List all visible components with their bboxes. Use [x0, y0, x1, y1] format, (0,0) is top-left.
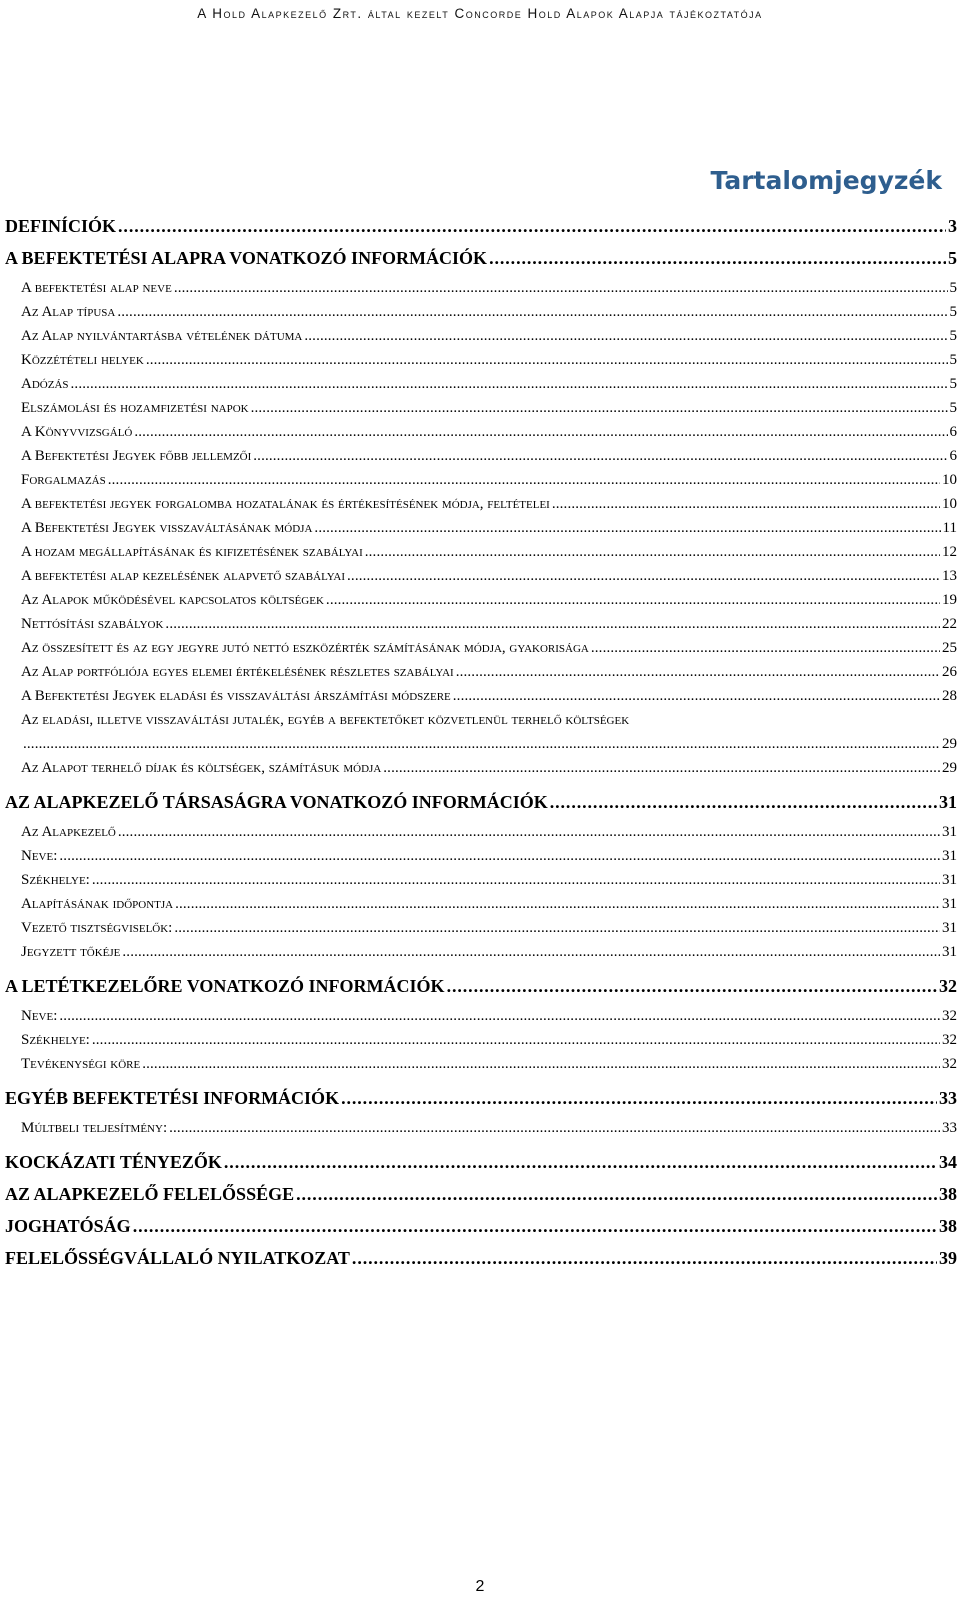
dot-leader	[175, 892, 940, 916]
dot-leader	[108, 468, 940, 492]
toc-entry-label: A befektetési alap kezelésének alapvető szabályai	[21, 568, 346, 584]
toc-entry-label: Székhelye:	[21, 872, 90, 888]
toc-entry-label: AZ ALAPKEZELŐ FELELŐSSÉGE	[5, 1184, 295, 1204]
page-number: 2	[475, 1578, 485, 1595]
dot-leader	[383, 756, 940, 780]
toc-entry-label-wrapped[interactable]	[5, 708, 957, 732]
toc-entry-label: Az összesített és az egy jegyre jutó nettó eszközérték számításának módja, gyakorisága	[21, 640, 589, 656]
toc-page-number: 31	[942, 920, 957, 936]
toc-page-number: 39	[939, 1248, 957, 1268]
toc-entry-label: Neve:	[21, 1008, 58, 1024]
toc-page-number: 34	[939, 1152, 957, 1172]
dot-leader	[347, 564, 940, 588]
toc-entry-label: Az Alapkezelő	[21, 824, 116, 840]
toc-page-number: 33	[939, 1088, 957, 1108]
toc-page-number: 5	[949, 400, 957, 416]
toc-entry-label: Az Alap típusa	[21, 304, 116, 320]
toc-page-number: 31	[942, 896, 957, 912]
toc-subsection-entry[interactable]	[5, 420, 957, 444]
toc-entry-label: Az Alap portfóliója egyes elemei értékelésének részletes szabályai	[21, 664, 454, 680]
dot-leader	[59, 844, 940, 868]
toc-page-number: 19	[942, 592, 957, 608]
dot-leader	[146, 348, 948, 372]
dot-leader	[352, 1246, 937, 1270]
toc-page-number: 5	[949, 304, 957, 320]
toc-page-number: 38	[939, 1184, 957, 1204]
toc-entry-label: DEFINÍCIÓK	[5, 216, 117, 236]
dot-leader	[59, 1004, 940, 1028]
toc-section-entry[interactable]	[5, 1086, 957, 1110]
toc-subsection-entry[interactable]	[5, 820, 957, 844]
toc-subsection-entry[interactable]	[5, 324, 957, 348]
toc-entry-label: Elszámolási és hozamfizetési napok	[21, 400, 249, 416]
toc-page-number: 31	[942, 944, 957, 960]
toc-page-number: 10	[942, 496, 957, 512]
toc-subsection-entry[interactable]	[5, 1004, 957, 1028]
dot-leader	[304, 324, 947, 348]
toc-subsection-entry[interactable]	[5, 588, 957, 612]
dot-leader	[165, 612, 940, 636]
dot-leader	[174, 916, 940, 940]
toc-subsection-entry[interactable]	[5, 892, 957, 916]
dot-leader	[591, 636, 940, 660]
toc-entry-label: Nettósítási szabályok	[21, 616, 164, 632]
toc-page-number: 11	[942, 520, 957, 536]
dot-leader	[23, 732, 940, 756]
toc-entry-label: KOCKÁZATI TÉNYEZŐK	[5, 1152, 222, 1172]
toc-page-number: 32	[939, 976, 957, 996]
dot-leader	[118, 820, 940, 844]
toc-section-entry[interactable]	[5, 246, 957, 270]
toc-subsection-entry[interactable]	[5, 844, 957, 868]
toc-entry-label: Az eladási, illetve visszaváltási jutalék, egyéb a befektetőket közvetlenül terhelő költségek	[21, 712, 630, 728]
toc-subsection-entry[interactable]	[5, 916, 957, 940]
toc-subsection-entry[interactable]	[5, 516, 957, 540]
running-header: A Hold Alapkezelő Zrt. által kezelt Concorde Hold Alapok Alapja tájékoztatója	[197, 6, 763, 21]
toc-subsection-entry[interactable]	[5, 1052, 957, 1076]
dot-leader	[117, 300, 947, 324]
toc-entry-label: Alapításának időpontja	[21, 896, 174, 912]
toc-subsection-entry[interactable]	[5, 1116, 957, 1140]
toc-subsection-entry[interactable]	[5, 684, 957, 708]
toc-subsection-entry[interactable]	[5, 300, 957, 324]
toc-entry-label: Jegyzett tőkéje	[21, 944, 121, 960]
dot-leader	[224, 1150, 937, 1174]
dot-leader	[71, 372, 948, 396]
toc-page-number: 31	[939, 792, 957, 812]
toc-page-number: 32	[942, 1032, 957, 1048]
dot-leader	[118, 214, 946, 238]
toc-entry-label: A BEFEKTETÉSI ALAPRA VONATKOZÓ INFORMÁCIÓK	[5, 248, 488, 268]
dot-leader	[253, 444, 947, 468]
toc-subsection-entry[interactable]	[5, 492, 957, 516]
toc-subsection-entry[interactable]	[5, 468, 957, 492]
toc-subsection-entry[interactable]	[5, 940, 957, 964]
toc-subsection-entry[interactable]	[5, 348, 957, 372]
toc-page-number: 5	[949, 328, 957, 344]
dot-leader	[122, 940, 940, 964]
toc-page-number: 5	[949, 280, 957, 296]
toc-entry-label: A Könyvvizsgáló	[21, 424, 133, 440]
toc-page-number: 12	[942, 544, 957, 560]
toc-section-entry[interactable]	[5, 1182, 957, 1206]
dot-leader	[142, 1052, 940, 1076]
toc-entry-label: A LETÉTKEZELŐRE VONATKOZÓ INFORMÁCIÓK	[5, 976, 445, 996]
dot-leader	[326, 588, 940, 612]
toc-entry-label: FELELŐSSÉGVÁLLALÓ NYILATKOZAT	[5, 1248, 350, 1268]
toc-page-number: 6	[949, 448, 957, 464]
toc-page-number: 38	[939, 1216, 957, 1236]
toc-entry-label: Az Alapot terhelő díjak és költségek, számításuk módja	[21, 760, 382, 776]
toc-title: Tartalomjegyzék	[710, 166, 942, 195]
toc-page-number: 6	[949, 424, 957, 440]
toc-page-number: 5	[948, 248, 957, 268]
toc-entry-label: A hozam megállapításának és kifizetésének szabályai	[21, 544, 363, 560]
toc-section-entry[interactable]	[5, 214, 957, 238]
toc-section-entry[interactable]	[5, 1246, 957, 1270]
toc-page-number: 33	[942, 1120, 957, 1136]
toc-section-entry[interactable]	[5, 790, 957, 814]
toc-entry-label: AZ ALAPKEZELŐ TÁRSASÁGRA VONATKOZÓ INFORMÁCIÓK	[5, 792, 548, 812]
dot-leader	[550, 790, 937, 814]
toc-page-number: 26	[942, 664, 957, 680]
toc-entry-label: Adózás	[21, 376, 69, 392]
toc-entry-label: Közzétételi helyek	[21, 352, 144, 368]
toc-entry-label: Székhelye:	[21, 1032, 90, 1048]
dot-leader	[365, 540, 940, 564]
toc-subsection-entry[interactable]	[5, 444, 957, 468]
toc-subsection-entry[interactable]	[5, 636, 957, 660]
toc-subsection-entry[interactable]	[5, 1028, 957, 1052]
table-of-contents	[5, 214, 957, 1270]
toc-entry-label: A befektetési jegyek forgalomba hozatalának és értékesítésének módja, feltételei	[21, 496, 550, 512]
dot-leader	[169, 1116, 940, 1140]
dot-leader	[174, 276, 948, 300]
toc-entry-label: A Befektetési Jegyek eladási és visszaváltási árszámítási módszere	[21, 688, 451, 704]
toc-entry-label: EGYÉB BEFEKTETÉSI INFORMÁCIÓK	[5, 1088, 340, 1108]
toc-page-number: 32	[942, 1008, 957, 1024]
dot-leader	[133, 1214, 937, 1238]
dot-leader	[92, 868, 940, 892]
toc-page-number: 10	[942, 472, 957, 488]
dot-leader	[251, 396, 948, 420]
dot-leader	[341, 1086, 937, 1110]
toc-page-number: 28	[942, 688, 957, 704]
toc-page-number: 3	[948, 216, 957, 236]
toc-page-number: 31	[942, 848, 957, 864]
toc-subsection-entry[interactable]	[5, 372, 957, 396]
toc-page-number: 5	[949, 352, 957, 368]
toc-page-number: 31	[942, 872, 957, 888]
toc-entry-label: A Befektetési Jegyek visszaváltásának módja	[21, 520, 313, 536]
dot-leader	[456, 660, 940, 684]
toc-page-number: 22	[942, 616, 957, 632]
toc-entry-label: Neve:	[21, 848, 58, 864]
toc-subsection-entry[interactable]	[5, 868, 957, 892]
dot-leader	[489, 246, 946, 270]
toc-entry-continuation[interactable]	[5, 732, 957, 756]
toc-entry-label: A befektetési alap neve	[21, 280, 172, 296]
toc-subsection-entry[interactable]	[5, 276, 957, 300]
toc-section-entry[interactable]	[5, 1214, 957, 1238]
toc-entry-label: Tevékenységi köre	[21, 1056, 141, 1072]
dot-leader	[552, 492, 940, 516]
dot-leader	[314, 516, 940, 540]
toc-entry-label: Az Alap nyilvántartásba vételének dátuma	[21, 328, 303, 344]
toc-entry-label: JOGHATÓSÁG	[5, 1216, 131, 1236]
toc-entry-label: Múltbeli teljesítmény:	[21, 1120, 168, 1136]
toc-page-number: 5	[949, 376, 957, 392]
dot-leader	[447, 974, 937, 998]
toc-page-number: 13	[942, 568, 957, 584]
dot-leader	[296, 1182, 937, 1206]
toc-section-entry[interactable]	[5, 1150, 957, 1174]
dot-leader	[134, 420, 947, 444]
toc-subsection-entry[interactable]	[5, 612, 957, 636]
toc-subsection-entry[interactable]	[5, 756, 957, 780]
dot-leader	[453, 684, 940, 708]
toc-subsection-entry[interactable]	[5, 540, 957, 564]
toc-entry-label: A Befektetési Jegyek főbb jellemzői	[21, 448, 252, 464]
toc-section-entry[interactable]	[5, 974, 957, 998]
toc-page-number: 32	[942, 1056, 957, 1072]
dot-leader	[92, 1028, 940, 1052]
toc-page-number: 29	[942, 760, 957, 776]
toc-page-number: 31	[942, 824, 957, 840]
toc-page-number: 29	[942, 736, 957, 752]
toc-subsection-entry[interactable]	[5, 396, 957, 420]
toc-entry-label: Az Alapok működésével kapcsolatos költségek	[21, 592, 324, 608]
toc-entry-label: Vezető tisztségviselők:	[21, 920, 173, 936]
toc-subsection-entry[interactable]	[5, 660, 957, 684]
toc-subsection-entry[interactable]	[5, 564, 957, 588]
toc-page-number: 25	[942, 640, 957, 656]
toc-entry-label: Forgalmazás	[21, 472, 106, 488]
